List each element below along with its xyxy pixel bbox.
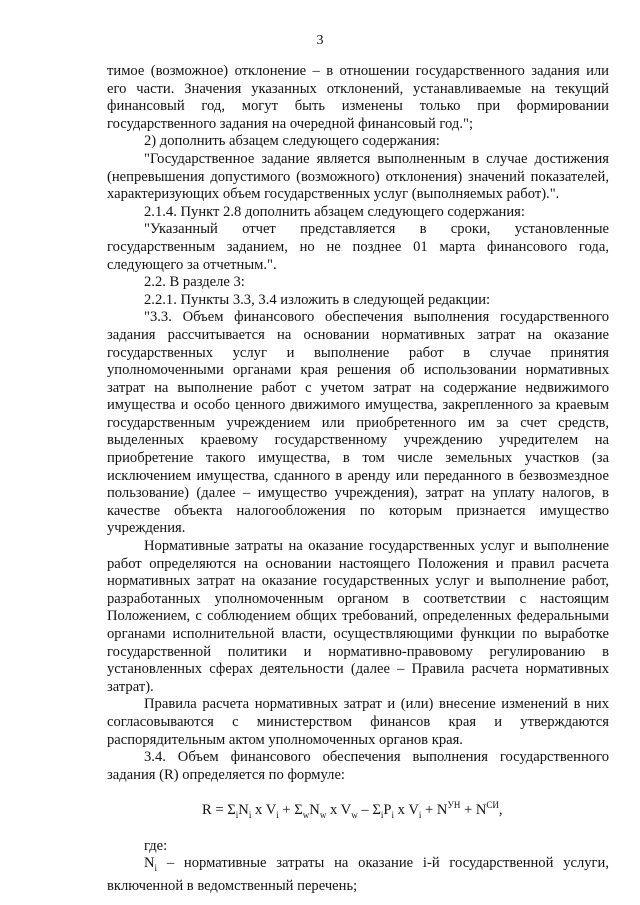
- paragraph: 2) дополнить абзацем следующего содержания:: [144, 133, 440, 150]
- paragraph: "3.3. Объем финансового обеспечения выполнения государственного задания рассчитывается на основании нормативных затрат на оказание государственных услуг и выполнение работ в случае принятия уполномоченными органами края решения об использовании нормативных затрат на выполнение работ с учетом затрат на содержание недвижимого имущества и особо ценного движимого имущества, закрепленного за краевым государственным учреждением или приобретенного им за счет средств, выделенных краевому государственному учреждению учредителем на приобретение такого имущества, в том числе земельных участков (за исключением имущества, сданного в аренду или переданного в безвозмездное пользование) (далее – имущество учреждения), затрат на уплату налогов, в качестве объекта налогообложения по которым признается имущество учреждения.: [107, 309, 609, 537]
- paragraph: "Государственное задание является выполненным в случае достижения (непревышения допустимого (возможного) отклонения) значений показателей, характеризующих объем государственных услуг (выполняемых работ).".: [107, 150, 609, 203]
- definition-ni: $N_i$ – нормативные затраты на оказание i-й государственной услуги, включенной в ведомственный перечень;: [107, 855, 609, 894]
- paragraph: Правила расчета нормативных затрат и (или) внесение изменений в них согласовываются с министерством финансов края и утверждаются распорядительным актом уполномоченных органов края.: [107, 696, 609, 748]
- where-label: где:: [144, 837, 168, 854]
- paragraph: 2.2. В разделе 3:: [144, 274, 245, 291]
- formula: $R = \Sigma_iN_i$ x $V_i + \Sigma_wN_w$ x $V_w - \Sigma_iP_i$ x $V_i + N^{УН} + N^{СИ}$,: [202, 800, 503, 821]
- paragraph: 2.1.4. Пункт 2.8 дополнить абзацем следующего содержания:: [144, 203, 525, 220]
- paragraph: Нормативные затраты на оказание государственных услуг и выполнение работ определяются на основании настоящего Положения и правил расчета нормативных затрат на оказание государственных услуг и выполнение работ, разработанных уполномоченным органом в соответствии с настоящим Положением, с соблюдением общих требований, определенных федеральными органами исполнительной власти, осуществляющими функции по выработке государственной политики и нормативно-правовому регулированию в установленных сферах деятельности (далее – Правила расчета нормативных затрат).: [107, 538, 609, 695]
- paragraph: "Указанный отчет представляется в сроки, установленные государственным заданием, но не позднее 01 марта финансового года, следующего за отчетным.".: [107, 221, 609, 273]
- paragraph: тимое (возможное) отклонение – в отношении государственного задания или его части. Значения указанных отклонений, устанавливаемые на текущий финансовый год, могут быть изменены только при формировании государственного задания на очередной финансовый год.";: [107, 63, 609, 132]
- document-body: [107, 63, 609, 895]
- paragraph: 3.4. Объем финансового обеспечения выполнения государственного задания (R) определяется по формуле:: [107, 749, 609, 783]
- page-number: 3: [316, 33, 324, 48]
- paragraph: 2.2.1. Пункты 3.3, 3.4 изложить в следующей редакции:: [144, 291, 491, 308]
